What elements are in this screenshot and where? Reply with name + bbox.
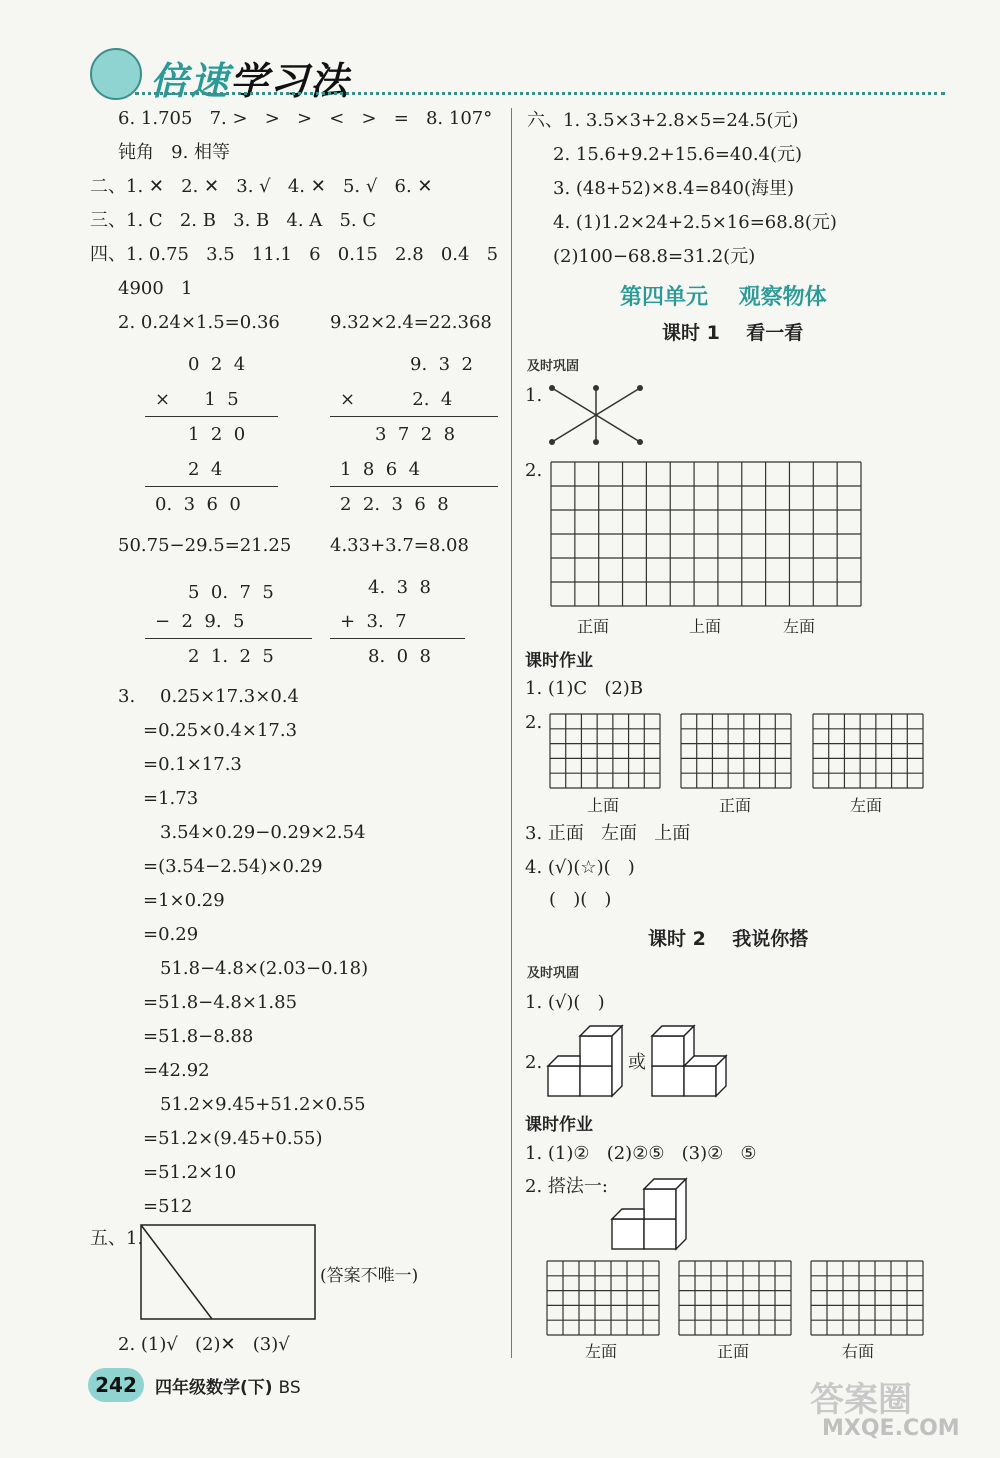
- review-2-heading: 及时巩固: [527, 966, 580, 981]
- hw1-q1: 1. (1)C (2)B: [525, 678, 644, 699]
- hw1-label-left: 左面: [850, 796, 883, 815]
- left-line-7: 2. 0.24×1.5=0.36: [118, 312, 280, 333]
- q3-label: 3.: [118, 686, 136, 707]
- q3-line: =1×0.29: [143, 890, 225, 911]
- vsub-row1: 5 0. 7 5: [188, 582, 274, 603]
- vsub-row2: − 2 9. 5: [155, 611, 245, 632]
- q3-line: =51.2×10: [143, 1162, 237, 1183]
- hw1-label-front: 正面: [719, 796, 752, 815]
- left-line-4: 三、1. C 2. B 3. B 4. A 5. C: [90, 210, 377, 231]
- vm2-row4: 1 8 6 4: [340, 459, 421, 480]
- q5-rectangle-diagram: [140, 1224, 316, 1320]
- lesson-2-title: 课时 2 我说你搭: [648, 928, 809, 950]
- homework-1-heading: 课时作业: [525, 651, 593, 671]
- book-title: [155, 1373, 301, 1398]
- vm2-rule-2: [330, 486, 498, 487]
- grid-view-small: [549, 713, 661, 789]
- q6-line-5: (2)100−68.8=31.2(元): [553, 246, 756, 267]
- grid-view-big: [550, 461, 862, 607]
- q5-note: (答案不唯一): [320, 1266, 419, 1286]
- q5-2: 2. (1)√ (2)✕ (3)√: [118, 1334, 290, 1355]
- grid-view-small: [680, 713, 792, 789]
- vm2-row1: 9. 3 2: [410, 354, 473, 375]
- vadd-row3: 8. 0 8: [368, 646, 431, 667]
- grid-view-small: [810, 1260, 924, 1336]
- l2-q2-label: 2.: [525, 1052, 543, 1073]
- grid-view-small: [812, 713, 924, 789]
- q3-line: =0.25×0.4×17.3: [143, 720, 298, 741]
- vadd-row2: + 3. 7: [340, 611, 407, 632]
- vm2-row3: 3 7 2 8: [375, 424, 456, 445]
- hw1-q2-label: 2.: [525, 712, 543, 733]
- vm1-row3: 1 2 0: [188, 424, 246, 445]
- q3-line: =1.73: [143, 788, 199, 809]
- vadd-rule: [330, 638, 465, 639]
- cube-stack-3-diagram: [610, 1175, 690, 1251]
- vsub-row3: 2 1. 2 5: [188, 646, 274, 667]
- hw1-q4b: ( )( ): [549, 889, 612, 910]
- q3-line: =51.8−4.8×1.85: [143, 992, 298, 1013]
- vm2-row5: 2 2. 3 6 8: [340, 494, 449, 515]
- hw1-q4a: 4. (√)(☆)( ): [525, 857, 635, 878]
- q3-line: =51.2×(9.45+0.55): [143, 1128, 323, 1149]
- q3-line: 51.2×9.45+51.2×0.55: [160, 1094, 366, 1115]
- hw2-label-left: 左面: [585, 1342, 618, 1361]
- grid-view-small: [678, 1260, 792, 1336]
- left-line-8: 9.32×2.4=22.368: [330, 312, 492, 333]
- header-dotted-line: [135, 92, 945, 95]
- grid-view-small: [546, 1260, 660, 1336]
- brand-title: [150, 50, 350, 105]
- q3-line: =0.29: [143, 924, 199, 945]
- hw2-label-right: 右面: [842, 1342, 875, 1361]
- vm1-rule-1: [145, 416, 278, 417]
- q3-line: 51.8−4.8×(2.03−0.18): [160, 958, 369, 979]
- l1-label-left: 左面: [783, 617, 816, 636]
- watermark-url: MXQE.COM: [822, 1416, 960, 1441]
- star-lines-diagram: [548, 384, 644, 446]
- unit-title: 第四单元 观察物体: [620, 285, 827, 310]
- vm1-row4: 2 4: [188, 459, 223, 480]
- lesson-1-title: 课时 1 看一看: [662, 322, 804, 344]
- q6-line-3: 3. (48+52)×8.4=840(海里): [553, 178, 795, 199]
- book-title-text: 四年级数学(下): [155, 1378, 273, 1398]
- l1-label-top: 上面: [689, 617, 722, 636]
- q3-line: =(3.54−2.54)×0.29: [143, 856, 323, 877]
- left-line-1: 6. 1.705 7. > > > < > = 8. 107°: [118, 108, 493, 129]
- vm1-row2: × 1 5: [155, 389, 239, 410]
- hw2-label-front: 正面: [717, 1342, 750, 1361]
- left-line-5: 四、1. 0.75 3.5 11.1 6 0.15 2.8 0.4 5: [90, 244, 499, 265]
- hw1-label-top: 上面: [587, 796, 620, 815]
- q3-line: =51.8−8.88: [143, 1026, 254, 1047]
- review-1-heading: 及时巩固: [527, 359, 580, 374]
- cube-stack-1-diagram: [546, 1022, 626, 1098]
- vadd-row1: 4. 3 8: [368, 577, 431, 598]
- brand-title-a: 倍速: [150, 59, 231, 103]
- hw2-q2: 2. 搭法一:: [525, 1176, 608, 1197]
- left-line-2: 钝角 9. 相等: [118, 142, 231, 163]
- q3-line: =512: [143, 1196, 193, 1217]
- q3-line: 0.25×17.3×0.4: [160, 686, 299, 707]
- l2-or: 或: [628, 1052, 646, 1073]
- eq-add: 4.33+3.7=8.08: [330, 535, 469, 556]
- page-number: 242: [88, 1368, 144, 1402]
- cube-stack-2-diagram: [650, 1022, 730, 1098]
- eq-sub: 50.75−29.5=21.25: [118, 535, 292, 556]
- vm1-rule-2: [145, 486, 278, 487]
- q6-line-2: 2. 15.6+9.2+15.6=40.4(元): [553, 144, 803, 165]
- hw1-q3: 3. 正面 左面 上面: [525, 823, 691, 844]
- column-divider: [511, 108, 512, 1358]
- q5-label: 五、1.: [90, 1228, 144, 1249]
- brand-title-b: 学习法: [230, 59, 351, 103]
- l1-q2-label: 2.: [525, 460, 543, 481]
- l1-label-front: 正面: [577, 617, 610, 636]
- homework-2-heading: 课时作业: [525, 1115, 593, 1135]
- q3-line: =42.92: [143, 1060, 210, 1081]
- book-edition: BS: [278, 1378, 301, 1398]
- left-line-3: 二、1. ✕ 2. ✕ 3. √ 4. ✕ 5. √ 6. ✕: [90, 176, 433, 197]
- vm1-row5: 0. 3 6 0: [155, 494, 241, 515]
- q6-line-4: 4. (1)1.2×24+2.5×16=68.8(元): [553, 212, 837, 233]
- watermark-logo: 答案圈: [810, 1380, 912, 1420]
- left-line-6: 4900 1: [118, 278, 193, 299]
- l1-q1-label: 1.: [525, 385, 543, 406]
- vm1-row1: 0 2 4: [188, 354, 246, 375]
- vm2-row2: × 2. 4: [340, 389, 453, 410]
- q6-line-1: 六、1. 3.5×3+2.8×5=24.5(元): [527, 110, 799, 131]
- vm2-rule-1: [330, 416, 498, 417]
- q3-line: 3.54×0.29−0.29×2.54: [160, 822, 366, 843]
- l2-q1: 1. (√)( ): [525, 992, 605, 1013]
- vsub-rule: [145, 638, 312, 639]
- q3-line: =0.1×17.3: [143, 754, 242, 775]
- hw2-q1: 1. (1)② (2)②⑤ (3)② ⑤: [525, 1143, 757, 1164]
